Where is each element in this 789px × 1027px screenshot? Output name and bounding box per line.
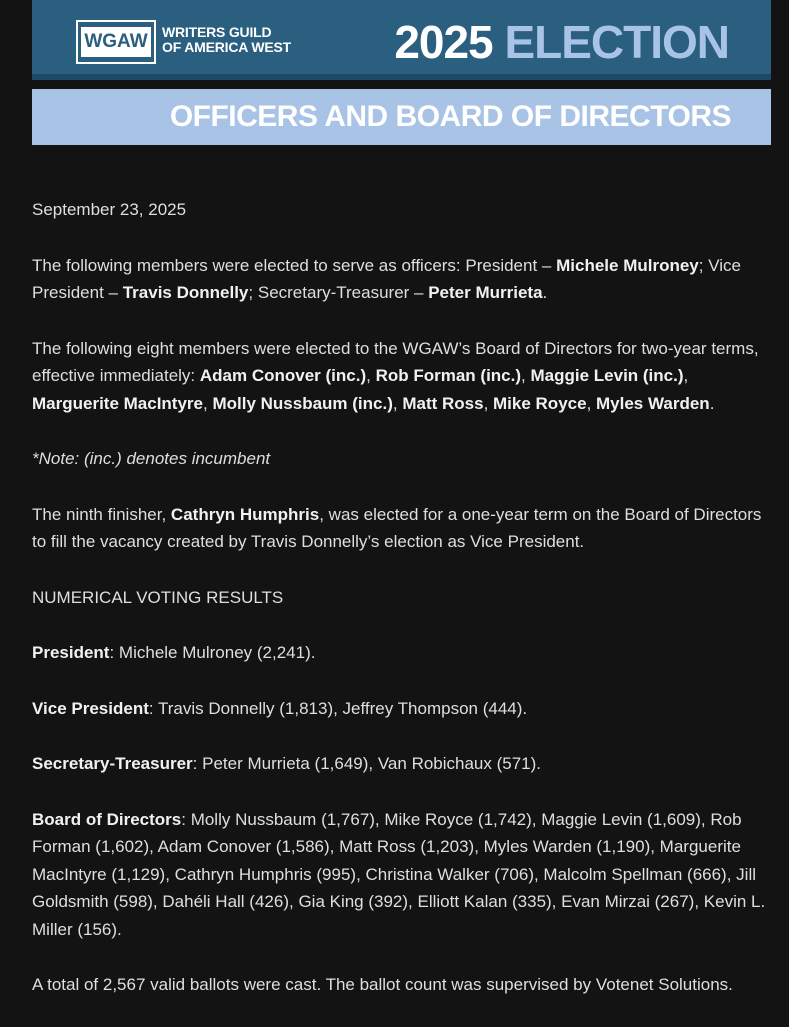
board-member: Rob Forman (inc.)	[375, 366, 522, 385]
board-member: Myles Warden	[596, 393, 710, 413]
banner-top	[32, 0, 771, 80]
sep: ,	[366, 366, 376, 385]
board-member: Molly Nussbaum (inc.)	[212, 393, 393, 413]
sep: ,	[521, 366, 531, 385]
logo-line-2: OF AMERICA WEST	[162, 39, 291, 55]
board-paragraph	[32, 335, 777, 418]
board-member: Matt Ross	[402, 393, 484, 413]
banner-subtitle: OFFICERS AND BOARD OF DIRECTORS	[169, 100, 731, 133]
president-name: Michele Mulroney	[556, 255, 699, 275]
text: The following members were elected to serve as officers: President –	[32, 255, 557, 275]
board-member: Marguerite MacIntyre	[32, 393, 203, 413]
incumbent-note	[32, 445, 777, 473]
text: ; Secretary-Treasurer –	[248, 283, 429, 302]
board-result	[32, 806, 777, 944]
text: The following eight members were elected to the WGAW’s Board of Directors for two-year terms, effective immediately:	[32, 338, 759, 385]
board-member: Adam Conover (inc.)	[199, 366, 367, 385]
title-word: ELECTION	[504, 16, 729, 68]
ninth-finisher-name: Cathryn Humphris	[170, 504, 320, 524]
result-label: Vice President	[32, 698, 149, 718]
logo-line-1: WRITERS GUILD	[162, 24, 272, 40]
result-label: President	[32, 643, 110, 662]
banner-subtitle-bar	[32, 89, 771, 145]
secretary-treasurer-result	[32, 750, 777, 778]
result-label: Secretary-Treasurer	[32, 754, 193, 773]
note-text: *Note: (inc.) denotes incumbent	[32, 449, 271, 468]
vice-president-name: Travis Donnelly	[122, 283, 249, 302]
title-year: 2025	[394, 16, 493, 68]
sep: ,	[586, 393, 597, 413]
text: .	[709, 393, 715, 413]
logo-wordmark	[162, 25, 291, 55]
total-ballots: A total of 2,567 valid ballots were cast. The ballot count was supervised by Votenet Solutions.	[32, 975, 733, 994]
article-body	[32, 196, 777, 1027]
result-text: : Travis Donnelly (1,813), Jeffrey Thompson (444).	[148, 698, 528, 718]
text: The ninth finisher,	[32, 504, 171, 524]
wgaw-logo	[76, 20, 156, 64]
banner-title	[394, 14, 729, 70]
result-text: : Peter Murrieta (1,649), Van Robichaux (571).	[192, 754, 542, 773]
text: , was elected for a one-year term on the Board of Directors to fill the vacancy created by Travis Donnelly’s election as Vice President.	[32, 504, 762, 551]
board-member: Maggie Levin (inc.)	[530, 366, 684, 385]
president-result	[32, 639, 777, 667]
results-heading: NUMERICAL VOTING RESULTS	[32, 587, 284, 607]
result-label: Board of Directors	[32, 809, 182, 829]
vice-president-result	[32, 695, 777, 723]
board-member: Mike Royce	[493, 393, 587, 413]
officers-paragraph	[32, 252, 777, 307]
sep: ,	[483, 393, 494, 413]
secretary-treasurer-name: Peter Murrieta	[428, 283, 543, 302]
election-banner	[32, 0, 771, 145]
ninth-finisher-paragraph	[32, 501, 777, 556]
sep: ,	[203, 393, 213, 413]
sep: ,	[392, 393, 403, 413]
article-date: September 23, 2025	[32, 200, 187, 219]
sep: ,	[683, 366, 689, 385]
text: ; Vice President –	[32, 255, 741, 302]
result-text: : Molly Nussbaum (1,767), Mike Royce (1,742), Maggie Levin (1,609), Rob Forman (1,602), Adam Conover (1,586), Matt Ross (1,203), Myles Warden (1,190), Marguerite MacIntyre (1,129), Cathryn Humphris (995), Christina Walker (706), Malcolm Spellman (666), Jill Goldsmith (598), Dahéli Hall (426), Gia King (392), Elliott Kalan (335), Evan Mirzai (267), Kevin L. Miller (156).	[32, 809, 766, 939]
logo-mark: WGAW	[81, 27, 151, 57]
text: .	[542, 283, 548, 302]
result-text: : Michele Mulroney (2,241).	[109, 643, 316, 662]
